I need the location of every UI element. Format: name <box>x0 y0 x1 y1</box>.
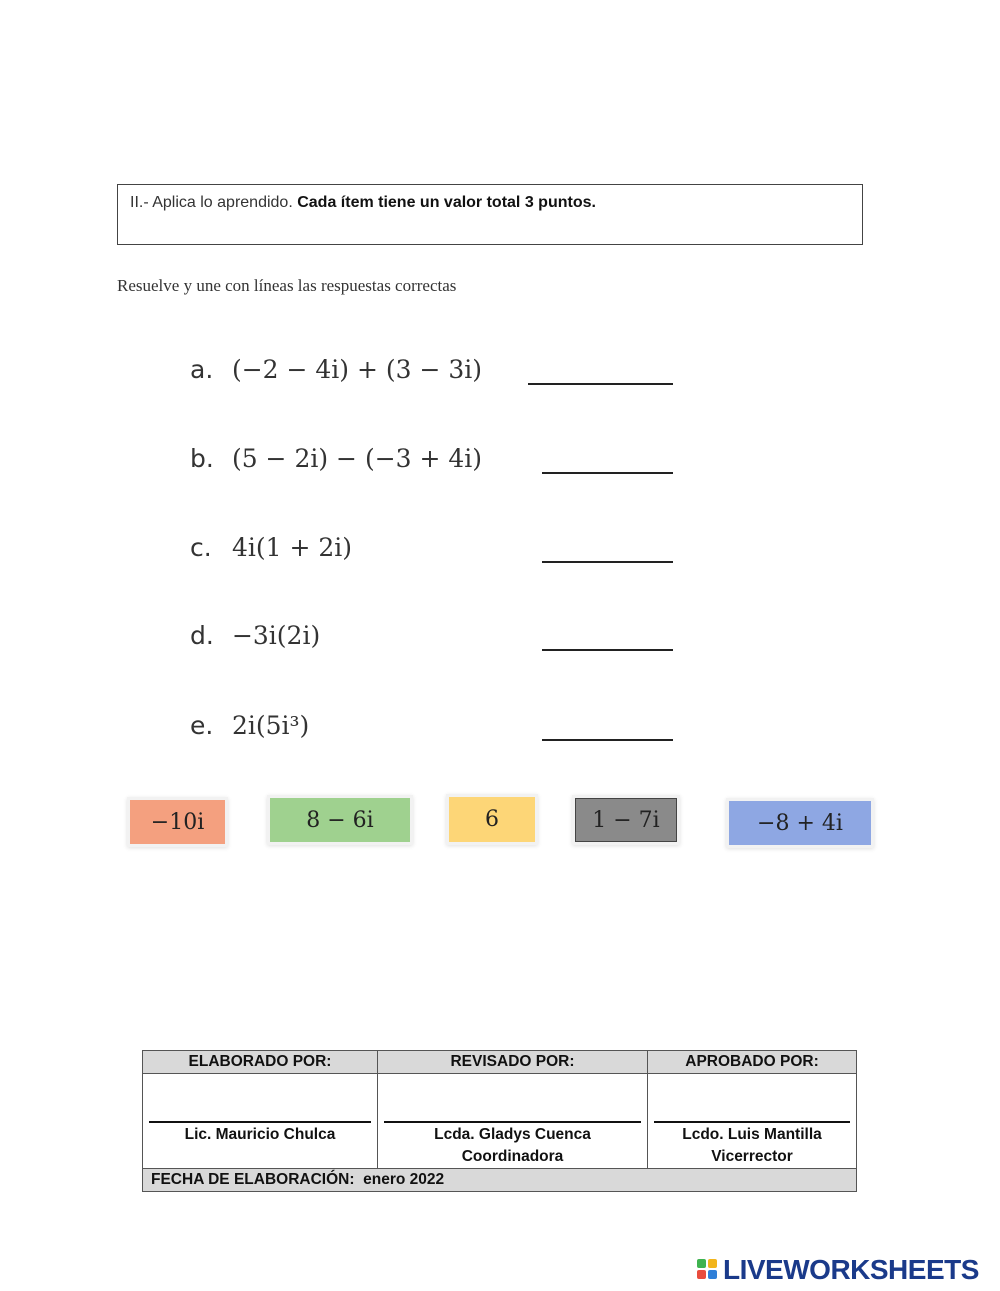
exercise-letter: b. <box>190 444 214 473</box>
signature-line <box>149 1121 371 1123</box>
signature-line <box>384 1121 641 1123</box>
signature-cell <box>648 1074 857 1169</box>
answer-label: 8 − 6i <box>306 807 374 833</box>
exercise-letter: c. <box>190 533 212 562</box>
answer-card-1[interactable] <box>130 800 225 844</box>
liveworksheets-logo[interactable] <box>697 1253 979 1287</box>
header-cell: REVISADO POR: <box>378 1051 648 1074</box>
signature-header-row <box>143 1051 857 1074</box>
signature-cell <box>143 1074 378 1169</box>
exercise-letter: e. <box>190 711 214 740</box>
subtitle: Resuelve y une con líneas las respuestas correctas <box>117 276 457 295</box>
exercise-expression: 2i(5i³) <box>231 711 310 740</box>
answer-label: −8 + 4i <box>757 810 843 836</box>
answer-line-b[interactable] <box>542 472 673 474</box>
signer-name: Lic. Mauricio Chulca <box>184 1126 336 1143</box>
answer-label: 1 − 7i <box>592 807 660 833</box>
logo-icon <box>697 1258 719 1282</box>
answer-line-c[interactable] <box>542 561 673 563</box>
date-label: FECHA DE ELABORACIÓN: <box>151 1171 355 1188</box>
date-cell <box>143 1169 857 1192</box>
signer-role: Coordinadora <box>461 1148 564 1165</box>
exercise-b <box>190 444 690 484</box>
exercise-expression: (−2 − 4i) + (3 − 3i) <box>231 355 483 384</box>
date-value: enero 2022 <box>363 1171 445 1188</box>
answer-card-3[interactable] <box>449 797 535 842</box>
exercise-letter: d. <box>190 621 214 650</box>
exercise-expression: −3i(2i) <box>231 621 321 650</box>
exercise-d <box>190 621 690 661</box>
signature-table <box>142 1050 857 1192</box>
exercise-expression: (5 − 2i) − (−3 + 4i) <box>231 444 483 473</box>
answer-card-5[interactable] <box>729 801 871 845</box>
signer-name: Lcdo. Luis Mantilla <box>682 1126 822 1143</box>
instructions-prefix: II.- Aplica lo aprendido. <box>130 194 293 211</box>
header-cell: APROBADO POR: <box>648 1051 857 1074</box>
signature-cell <box>378 1074 648 1169</box>
answer-label: −10i <box>150 809 205 835</box>
instructions-bold: Cada ítem tiene un valor total 3 puntos. <box>297 194 596 211</box>
signature-line <box>654 1121 850 1123</box>
exercise-a <box>190 355 690 395</box>
answer-line-a[interactable] <box>528 383 673 385</box>
instructions-box <box>117 184 863 245</box>
exercise-expression: 4i(1 + 2i) <box>231 533 353 562</box>
answer-label: 6 <box>485 807 499 832</box>
exercise-letter: a. <box>190 355 214 384</box>
date-row <box>143 1169 857 1192</box>
logo-text: LIVEWORKSHEETS <box>723 1254 979 1285</box>
exercise-c <box>190 533 690 573</box>
answer-line-d[interactable] <box>542 649 673 651</box>
answer-card-4[interactable] <box>575 798 677 842</box>
answer-line-e[interactable] <box>542 739 673 741</box>
header-cell: ELABORADO POR: <box>143 1051 378 1074</box>
answer-card-2[interactable] <box>270 798 410 842</box>
exercise-e <box>190 711 690 751</box>
signer-role: Vicerrector <box>711 1148 793 1165</box>
signature-row <box>143 1074 857 1169</box>
signer-name: Lcda. Gladys Cuenca <box>434 1126 591 1143</box>
